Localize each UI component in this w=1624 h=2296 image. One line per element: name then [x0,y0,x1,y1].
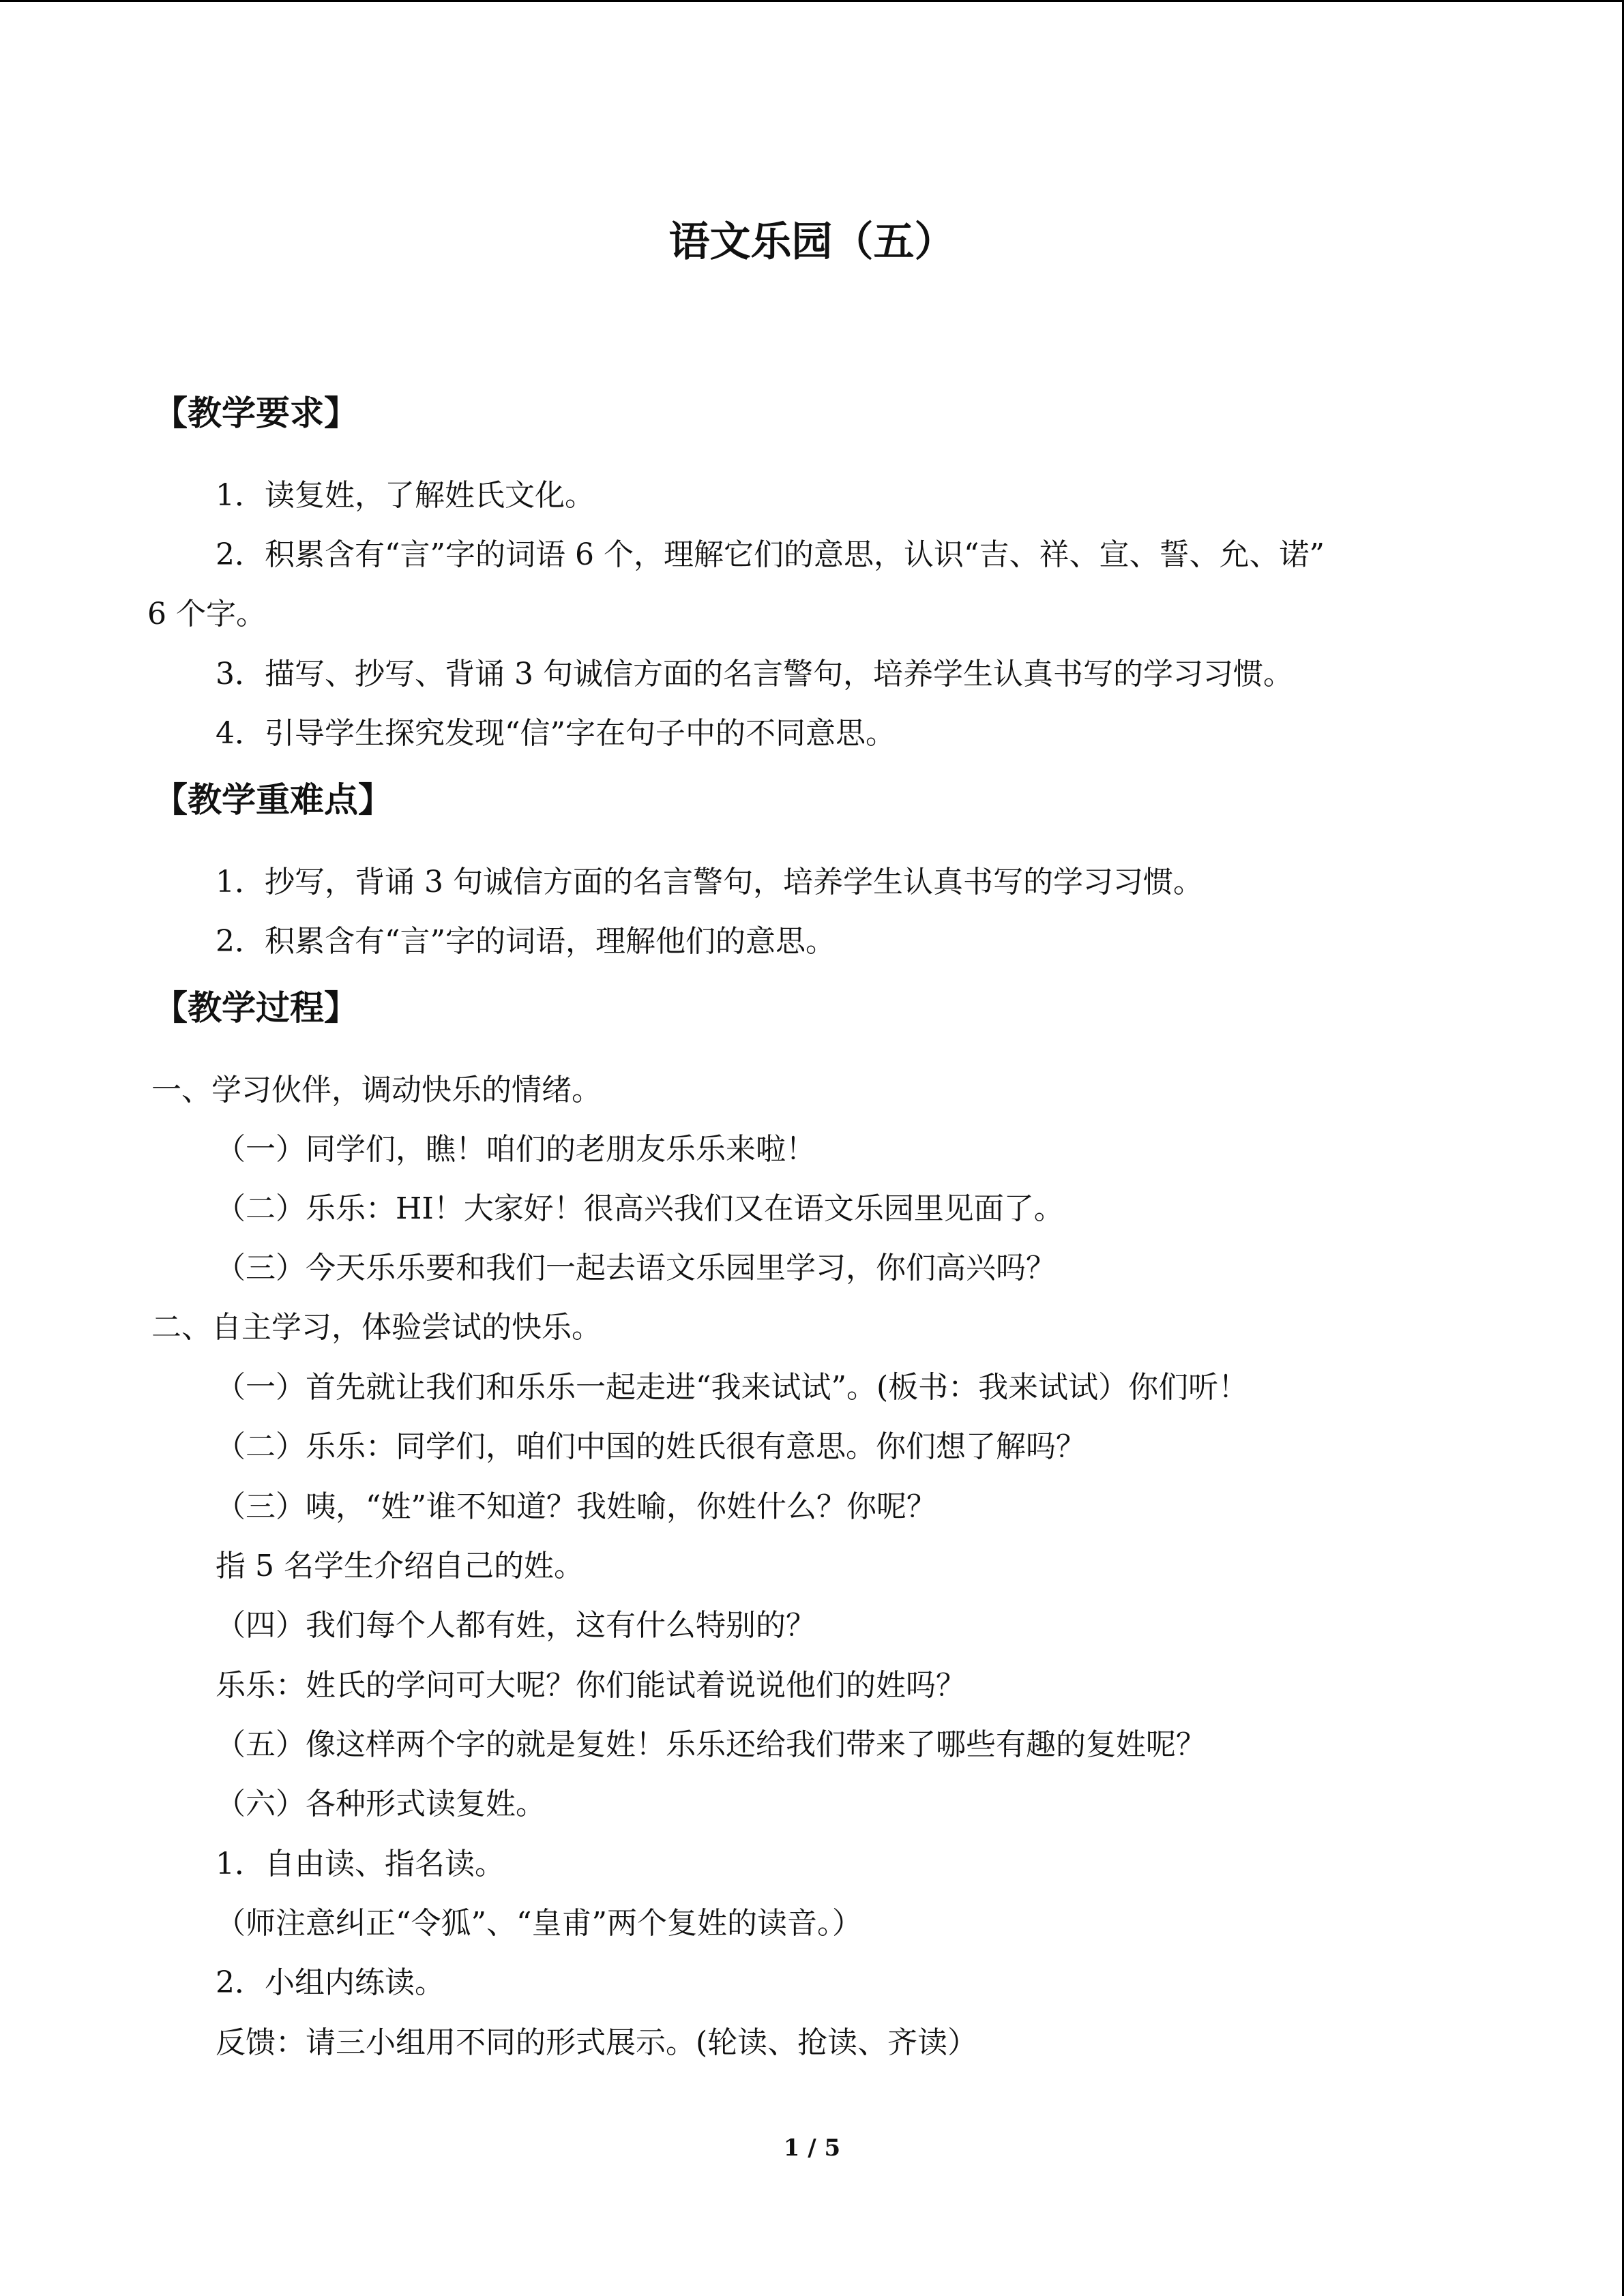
process-line-16: 2．小组内练读。 [216,1965,445,2000]
process-line-15: （师注意纠正“令狐”、“皇甫”两个复姓的读音。） [216,1906,862,1941]
process-line-17: 反馈：请三小组用不同的形式展示。(轮读、抢读、齐读） [216,2025,978,2060]
process-line-12: （五）像这样两个字的就是复姓！乐乐还给我们带来了哪些有趣的复姓呢？ [216,1727,1206,1762]
section-heading-process: 【教学过程】 [153,987,358,1028]
process-line-14: 1．自由读、指名读。 [216,1847,505,1881]
key-point-item-2: 2．积累含有“言”字的词语，理解他们的意思。 [216,924,836,959]
page-number: 1 / 5 [783,2134,841,2162]
process-line-8: （三）咦，“姓”谁不知道？我姓喻，你姓什么？你呢？ [216,1489,936,1524]
process-line-13: （六）各种形式读复姓。 [216,1787,546,1821]
key-point-item-1: 1．抄写，背诵 3 句诚信方面的名言警句，培养学生认真书写的学习习惯。 [216,865,1203,899]
process-line-2: （一）同学们，瞧！咱们的老朋友乐乐来啦！ [216,1132,816,1167]
requirement-item-4: 4．引导学生探究发现“信”字在句子中的不同意思。 [216,716,896,751]
process-line-10: （四）我们每个人都有姓，这有什么特别的？ [216,1608,816,1643]
process-line-3: （二）乐乐：HI！大家好！很高兴我们又在语文乐园里见面了。 [216,1191,1064,1226]
requirement-item-1: 1．读复姓，了解姓氏文化。 [216,478,595,513]
section-heading-requirements: 【教学要求】 [153,393,358,433]
requirement-item-2-continued: 6 个字。 [147,597,266,631]
process-line-1: 一、学习伙伴，调动快乐的情绪。 [151,1073,602,1107]
process-line-6: （一）首先就让我们和乐乐一起走进“我来试试”。(板书：我来试试）你们听！ [216,1370,1249,1405]
process-line-9: 指 5 名学生介绍自己的姓。 [216,1549,584,1583]
process-line-11: 乐乐：姓氏的学问可大呢？你们能试着说说他们的姓吗？ [216,1668,966,1703]
requirement-item-3: 3．描写、抄写、背诵 3 句诚信方面的名言警句，培养学生认真书写的学习习惯。 [216,657,1293,691]
process-line-7: （二）乐乐：同学们，咱们中国的姓氏很有意思。你们想了解吗？ [216,1429,1086,1464]
process-line-4: （三）今天乐乐要和我们一起去语文乐园里学习，你们高兴吗？ [216,1251,1056,1285]
page-border-top [0,0,1624,2]
section-heading-key-points: 【教学重难点】 [153,779,392,820]
requirement-item-2: 2．积累含有“言”字的词语 6 个，理解它们的意思，认识“吉、祥、宣、誓、允、诺” [216,537,1325,572]
process-line-5: 二、自主学习，体验尝试的快乐。 [151,1310,602,1345]
document-title: 语文乐园（五） [668,218,956,266]
